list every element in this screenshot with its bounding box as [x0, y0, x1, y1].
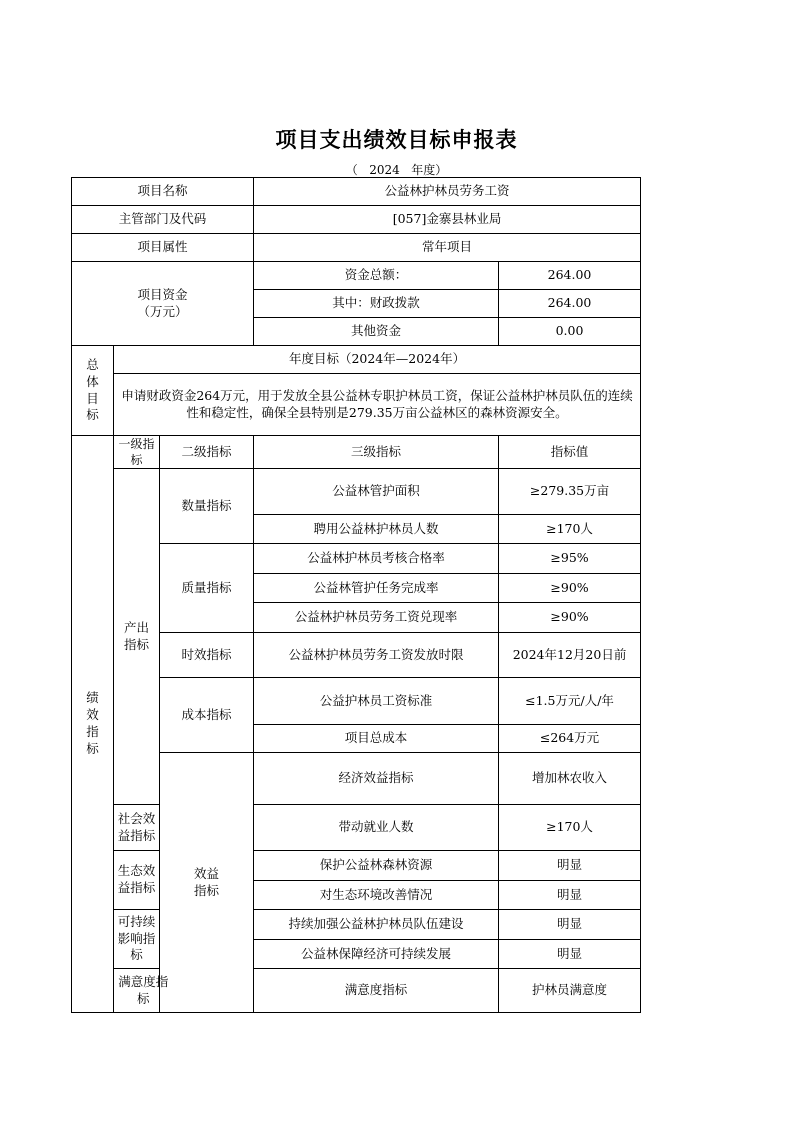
fund-other-label: 其他资金	[254, 318, 499, 346]
overall-goal-label-cell	[72, 346, 114, 436]
indicator-name: 增加林农收入	[499, 753, 641, 805]
indicator-value: ≤1.5万元/人/年	[499, 678, 641, 725]
social-label: 社会效益指标	[114, 805, 160, 851]
project-name-value: 公益林护林员劳务工资	[254, 178, 641, 206]
perf-label-cell	[72, 436, 114, 1013]
annual-goal-label: 年度目标（2024年—2024年）	[114, 346, 641, 374]
fund-total-value: 264.00	[499, 262, 641, 290]
page-title: 项目支出绩效目标申报表	[275, 128, 518, 152]
indicator-value: 明显	[499, 851, 641, 881]
benefit-label	[160, 753, 254, 1013]
indicator-name: 对生态环境改善情况	[254, 881, 499, 910]
ecological-label: 生态效益指标	[114, 851, 160, 910]
fund-unit: （万元）	[137, 303, 188, 319]
indicator-value: ≥95%	[499, 544, 641, 574]
output-label	[114, 469, 160, 805]
indicator-value: ≥90%	[499, 574, 641, 603]
indicator-value: ≥170人	[499, 805, 641, 851]
col-level3: 三级指标	[254, 436, 499, 469]
performance-table	[71, 177, 641, 1013]
indicator-name: 公益林管护任务完成率	[254, 574, 499, 603]
fund-total-label: 资金总额：	[254, 262, 499, 290]
indicator-value: ≥170人	[499, 515, 641, 544]
col-level1: 一级指标	[114, 436, 160, 469]
col-level2: 二级指标	[160, 436, 254, 469]
indicator-name: 公益林护林员劳务工资兑现率	[254, 603, 499, 633]
indicator-name: 持续加强公益林护林员队伍建设	[254, 910, 499, 940]
timeliness-label: 时效指标	[160, 633, 254, 678]
perf-label: 绩效指标	[86, 690, 99, 756]
fund-fiscal-value: 264.00	[499, 290, 641, 318]
indicator-value: ≥279.35万亩	[499, 469, 641, 515]
fund-other-value: 0.00	[499, 318, 641, 346]
indicator-name: 护林员满意度	[499, 969, 641, 1013]
indicator-name: 公益林护林员考核合格率	[254, 544, 499, 574]
indicator-name: 公益林管护面积	[254, 469, 499, 515]
fund-fiscal-label: 其中：财政拨款	[254, 290, 499, 318]
attr-value: 常年项目	[254, 234, 641, 262]
indicator-name: 保护公益林森林资源	[254, 851, 499, 881]
overall-goal-label: 总体目标	[86, 356, 99, 423]
col-value: 指标值	[499, 436, 641, 469]
dept-label: 主管部门及代码	[72, 206, 254, 234]
indicator-value: ≤264万元	[499, 725, 641, 753]
indicator-name: 公益护林员工资标准	[254, 678, 499, 725]
output-label-text: 产出指标	[123, 619, 149, 652]
indicator-name: 公益林保障经济可持续发展	[254, 940, 499, 969]
indicator-name: 聘用公益林护林员人数	[254, 515, 499, 544]
quality-label: 质量指标	[160, 544, 254, 633]
year-value: 2024	[369, 163, 400, 177]
year-unit: 年度）	[411, 163, 448, 177]
indicator-value: 明显	[499, 940, 641, 969]
indicator-name: 带动就业人数	[254, 805, 499, 851]
year-line	[0, 161, 793, 178]
annual-goal-text: 申请财政资金264万元，用于发放全县公益林专职护林员工资，保证公益林护林员队伍的连续性和稳定性，确保全县特别是279.35万亩公益林区的森林资源安全。	[114, 374, 641, 436]
benefit-label-text: 效益指标	[193, 865, 219, 898]
cost-label: 成本指标	[160, 678, 254, 753]
quantity-label: 数量指标	[160, 469, 254, 544]
sustainable-label: 可持续影响指标	[114, 910, 160, 969]
project-name-label: 项目名称	[72, 178, 254, 206]
indicator-value: 明显	[499, 881, 641, 910]
satisfaction-sub-label: 满意度指标	[254, 969, 499, 1013]
indicator-value: 明显	[499, 910, 641, 940]
year-open: （	[345, 163, 358, 177]
attr-label: 项目属性	[72, 234, 254, 262]
economic-label: 经济效益指标	[254, 753, 499, 805]
dept-value: [057]金寨县林业局	[254, 206, 641, 234]
indicator-value: ≥90%	[499, 603, 641, 633]
indicator-value: 2024年12月20日前	[499, 633, 641, 678]
indicator-name: 公益林护林员劳务工资发放时限	[254, 633, 499, 678]
satisfaction-label-text: 满意度指标	[118, 973, 169, 1006]
satisfaction-label	[114, 969, 169, 1013]
fund-label: 项目资金	[137, 286, 188, 302]
fund-label-cell	[72, 262, 254, 346]
indicator-name: 项目总成本	[254, 725, 499, 753]
